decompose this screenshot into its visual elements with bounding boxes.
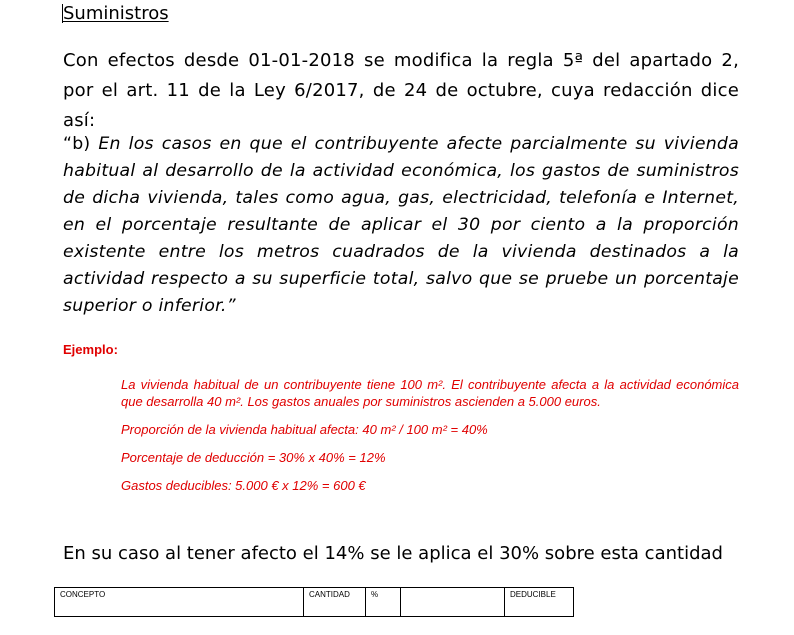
example-line-4: Gastos deducibles: 5.000 € x 12% = 600 € [121,478,366,493]
section-title: Suministros [63,3,169,24]
example-line-1: La vivienda habitual de un contribuyente tiene 100 m². El contribuyente afecta a la actividad económica que desarrolla 40 m². Los gastos anuales por suministros ascienden a 5.000 euros. [121,377,739,409]
example-line-3: Porcentaje de deducción = 30% x 40% = 12% [121,450,386,465]
header-concepto[interactable]: CONCEPTO [55,588,304,617]
conclusion-paragraph: En su caso al tener afecto el 14% se le aplica el 30% sobre esta cantidad [63,543,723,564]
header-percent[interactable]: % [366,588,401,617]
example-label: Ejemplo: [63,342,118,357]
example-line-2: Proporción de la vivienda habitual afecta: 40 m² / 100 m² = 40% [121,422,488,437]
quoted-regulation [63,131,739,320]
quote-body: En los casos en que el contribuyente afecte parcialmente su vivienda habitual al desarrollo de la actividad económica, los gastos de suministros de dicha vivienda, tales como agua, gas, electricidad, telefonía e Internet, en el porcentaje resultante de aplicar el 30 por ciento a la proporción existente entre los metros cuadrados de la vivienda destinados a la actividad respecto a su superficie total, salvo que se pruebe un porcentaje superior o inferior.” [63,134,739,316]
table-header-row [55,588,574,617]
header-deducible[interactable]: DEDUCIBLE [505,588,574,617]
header-cantidad[interactable]: CANTIDAD [304,588,366,617]
deduction-table [54,587,574,617]
quote-prefix: “b) [63,134,91,154]
header-blank[interactable] [401,588,505,617]
intro-paragraph: Con efectos desde 01-01-2018 se modifica la regla 5ª del apartado 2, por el art. 11 de la Ley 6/2017, de 24 de octubre, cuya redacción dice así: [63,50,739,131]
